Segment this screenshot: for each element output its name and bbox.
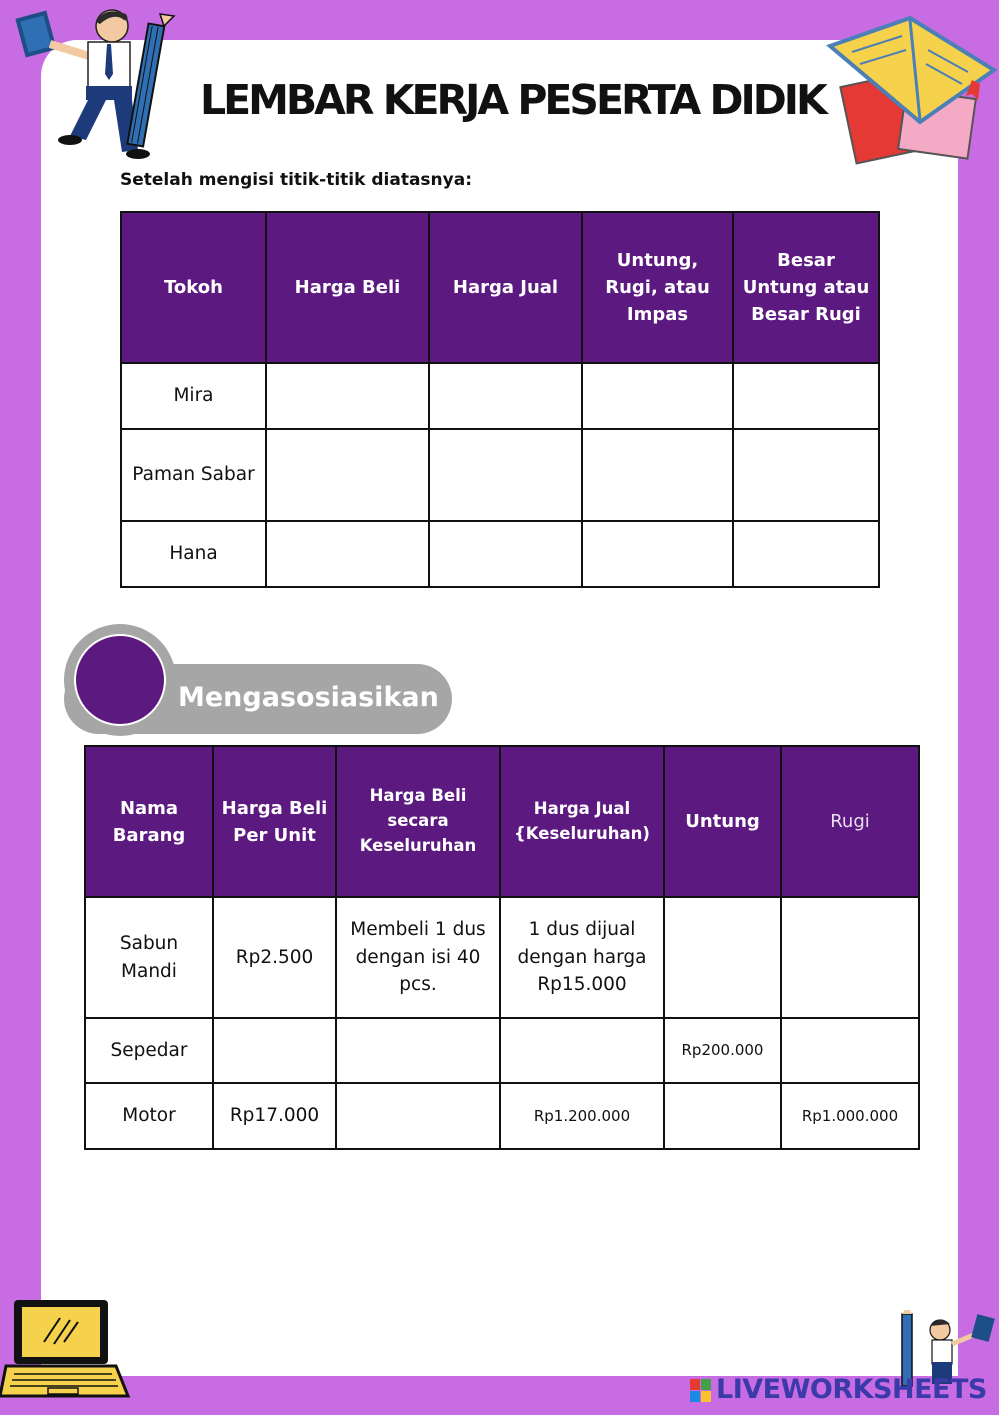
cell-status[interactable] [582,363,733,429]
books-illustration [822,10,997,170]
cell-harga-beli[interactable] [266,429,429,521]
cell-harga-beli[interactable] [266,521,429,587]
cell-status[interactable] [582,521,733,587]
watermark-text: LIVEWORKSHEETS [716,1374,987,1405]
cell-untung[interactable] [664,897,781,1018]
table-header-row [121,212,879,363]
page-title: LEMBAR KERJA PESERTA DIDIK [200,76,825,124]
cell-besar[interactable] [733,429,879,521]
section-title: Mengasosiasikan [178,682,439,713]
cell-rugi[interactable] [781,897,919,1018]
cell-harga-beli-unit: Rp17.000 [213,1083,336,1149]
table-row [121,363,879,429]
laptop-illustration [0,1296,132,1402]
table-header-row [85,746,919,897]
column-header-harga-jual: Harga Jual [429,212,582,363]
table-row [85,1083,919,1149]
column-header-tokoh: Tokoh [121,212,266,363]
cell-nama-barang: Sepedar [85,1018,213,1083]
cell-harga-beli-unit[interactable] [213,1018,336,1083]
cell-harga-jual[interactable] [429,363,582,429]
column-header-harga-beli: Harga Beli [266,212,429,363]
liveworksheets-watermark[interactable] [690,1372,987,1408]
column-header-besar: Besar Untung atau Besar Rugi [733,212,879,363]
instruction-text: Setelah mengisi titik-titik diatasnya: [120,170,472,190]
cell-harga-beli-keseluruhan[interactable] [336,1018,500,1083]
association-table [84,745,920,1150]
column-header-rugi: Rugi [781,746,919,897]
table-row [121,521,879,587]
table-row [85,1018,919,1083]
cell-rugi[interactable] [781,1018,919,1083]
cell-nama-barang: Motor [85,1083,213,1149]
cell-untung[interactable] [664,1083,781,1149]
column-header-harga-beli-unit: Harga Beli Per Unit [213,746,336,897]
cell-untung: Rp200.000 [664,1018,781,1083]
cell-harga-beli-unit: Rp2.500 [213,897,336,1018]
section-circle-icon [74,634,166,726]
profit-loss-table [120,211,880,588]
cell-besar[interactable] [733,363,879,429]
cell-nama-barang: Sabun Mandi [85,897,213,1018]
column-header-untung: Untung [664,746,781,897]
column-header-status: Untung, Rugi, atau Impas [582,212,733,363]
cell-tokoh: Mira [121,363,266,429]
cell-tokoh: Paman Sabar [121,429,266,521]
cell-besar[interactable] [733,521,879,587]
cell-harga-beli-keseluruhan: Membeli 1 dus dengan isi 40 pcs. [336,897,500,1018]
cell-status[interactable] [582,429,733,521]
cell-harga-beli[interactable] [266,363,429,429]
cell-rugi: Rp1.000.000 [781,1083,919,1149]
cell-harga-jual[interactable] [429,429,582,521]
cell-tokoh: Hana [121,521,266,587]
cell-harga-jual-keseluruhan[interactable] [500,1018,664,1083]
cell-harga-jual-keseluruhan: 1 dus dijual dengan harga Rp15.000 [500,897,664,1018]
table-row [121,429,879,521]
column-header-harga-jual-keseluruhan: Harga Jual {Keseluruhan) [500,746,664,897]
table-row [85,897,919,1018]
student-pencil-illustration [14,4,184,164]
cell-harga-beli-keseluruhan[interactable] [336,1083,500,1149]
cell-harga-jual-keseluruhan: Rp1.200.000 [500,1083,664,1149]
column-header-harga-beli-keseluruhan: Harga Beli secara Keseluruhan [336,746,500,897]
cell-harga-jual[interactable] [429,521,582,587]
liveworksheets-logo-icon [690,1379,712,1403]
column-header-nama-barang: Nama Barang [85,746,213,897]
